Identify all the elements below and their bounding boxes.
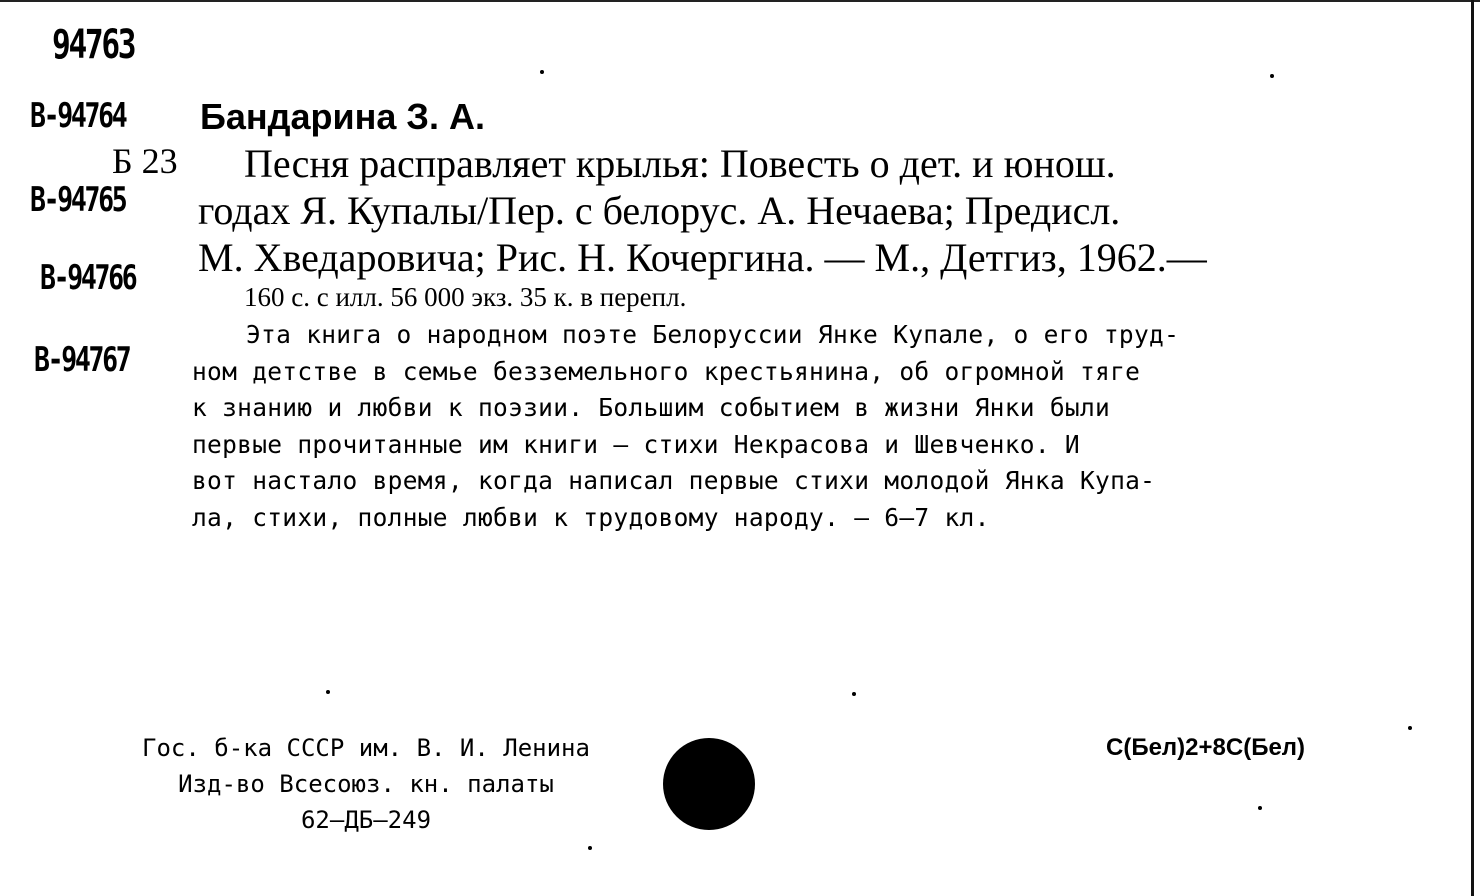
- classification-index: С(Бел)2+8С(Бел): [1106, 734, 1306, 761]
- annotation-line: ном детстве в семье безземельного крестьянина, об огромной тяге: [192, 356, 1141, 386]
- handwritten-number: 94763: [52, 22, 135, 68]
- annotation: [192, 317, 1364, 536]
- ink-speck: [852, 692, 856, 696]
- ink-speck: [540, 70, 544, 74]
- publisher-name: Изд-во Всесоюз. кн. палаты: [178, 770, 554, 798]
- card-code: 62—ДБ—249: [300, 806, 432, 834]
- ink-speck: [588, 846, 592, 850]
- bibliographic-entry: [198, 140, 1368, 281]
- card-right-edge: [1471, 0, 1474, 896]
- ink-speck: [1408, 726, 1412, 730]
- collation-line: 160 с. с илл. 56 000 экз. 35 к. в перепл.: [244, 282, 687, 312]
- shelfmark: Б 23: [112, 141, 178, 181]
- handwritten-number: В-94765: [30, 180, 126, 220]
- handwritten-number: В-94764: [30, 96, 126, 136]
- author-heading: Бандарина З. А.: [200, 96, 485, 137]
- ink-speck: [1270, 74, 1274, 78]
- punch-hole: [663, 738, 755, 830]
- imprint-footer: [86, 730, 646, 838]
- annotation-line: к знанию и любви к поэзии. Большим событием в жизни Янки были: [192, 393, 1111, 422]
- title-line: Песня расправляет крылья: Повесть о дет. и юнош.: [244, 141, 1116, 186]
- handwritten-number: В-94767: [34, 340, 130, 380]
- card-top-edge: [0, 0, 1480, 2]
- ink-speck: [326, 690, 330, 694]
- ink-speck: [1258, 806, 1262, 810]
- title-line: М. Хведаровича; Рис. Н. Кочергина. — М., Детгиз, 1962.—: [198, 235, 1207, 280]
- annotation-line: Эта книга о народном поэте Белоруссии Янке Купале, о его труд-: [246, 320, 1180, 349]
- library-name: Гос. б-ка СССР им. В. И. Ленина: [142, 734, 590, 762]
- annotation-line: первые прочитанные им книги — стихи Некрасова и Шевченко. И: [192, 429, 1080, 459]
- annotation-line: вот настало время, когда написал первые стихи молодой Янка Купа-: [192, 466, 1156, 495]
- annotation-line: ла, стихи, полные любви к трудовому народу. — 6—7 кл.: [192, 502, 990, 532]
- title-line: годах Я. Купалы/Пер. с белорус. А. Нечаева; Предисл.: [198, 188, 1121, 233]
- handwritten-number: В-94766: [40, 258, 136, 298]
